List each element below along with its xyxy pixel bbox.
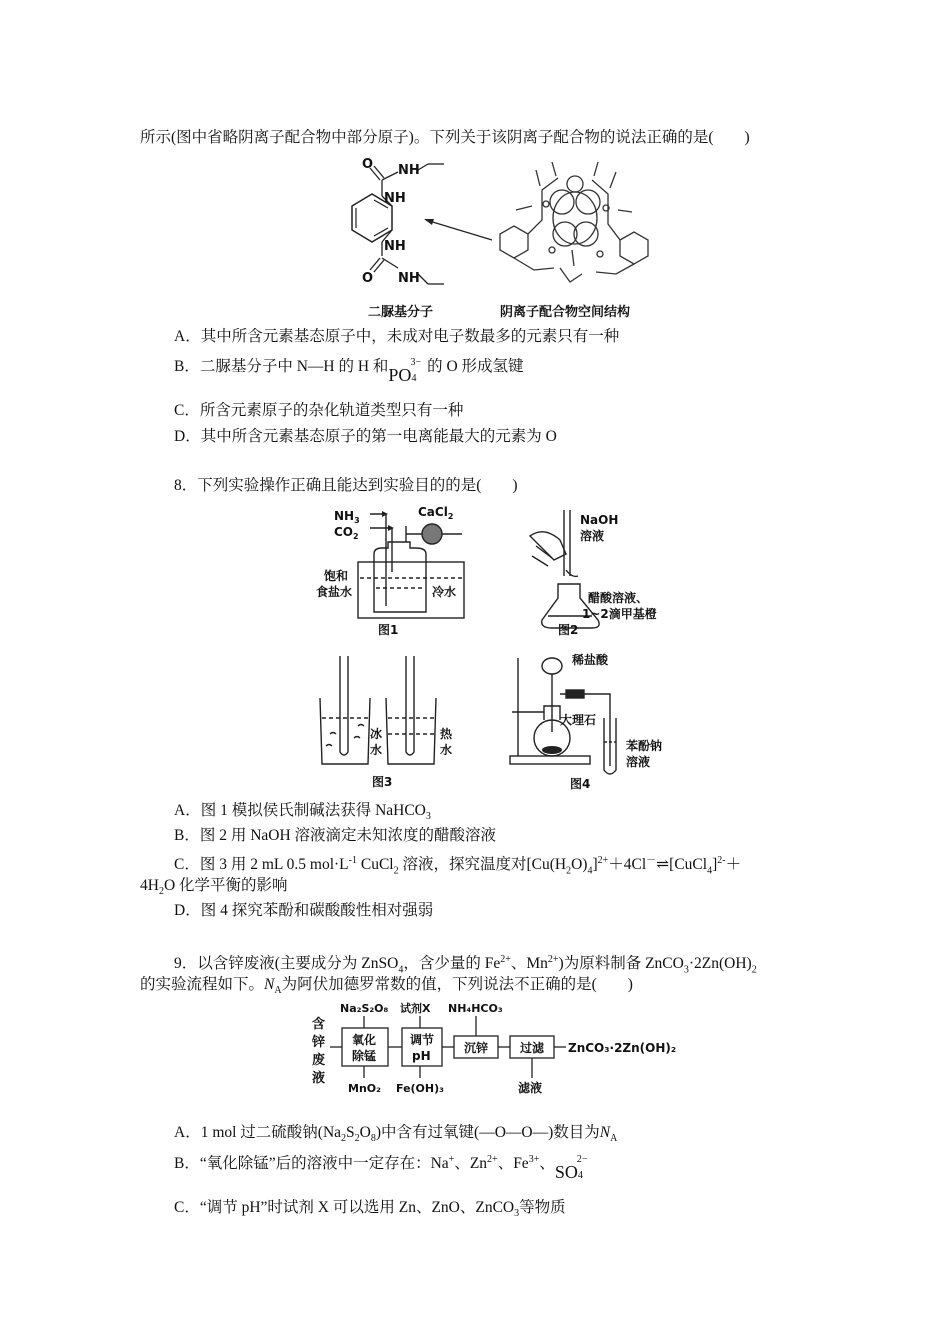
q8-figures [316,505,680,796]
q9-stem-line1: 9．以含锌废液(主要成分为 ZnSO$_4$，含少量的 $Fe^{2+}$、$Mn^{2+}$)为原料制备 $ZnCO_3\cdot 2Zn(OH)_2$ [174,954,757,976]
atom-nh-bot2: NH [398,271,420,286]
flow-out-3: 滤液 [518,1081,543,1095]
flow-box2-line1: 调节 [410,1033,435,1047]
fig1-cold: 冷水 [432,585,457,599]
fig2-naoh1: NaOH [580,513,619,527]
q9-option-a: A．1 mol 过二硫酸钠$(Na_2S_2O_8)$中含有过氧键(—O—O—)数目为$N_A$ [174,1124,618,1145]
q7-intro: 所示(图中省略阴离子配合物中部分原子)。下列关于该阴离子配合物的说法正确的是( ) [140,129,750,146]
flow-box1-line2: 除锰 [352,1049,377,1063]
fig1-nh3: $NH_3$ [334,509,360,525]
q8-option-c-line2: $4H_2O$ 化学平衡的影响 [140,877,288,898]
fig1-apparatus [358,514,464,618]
q8-option-c: C．图 3 用 2 mL 0.5 $mol\cdot L^{-1}$ CuCl$_2$ 溶液，探究温度对$[Cu(H_2O)_4]^{2+}+4Cl^-\rightleftharpoons[CuCl_4]^{2-}+$ [174,855,742,877]
q7-option-b: B．二脲基分子中 N—H 的 H 和$PO_4^{3-}$ 的 O 形成氢键 [174,357,524,386]
q9-flowchart [308,998,688,1104]
q8-option-b: B．图 2 用 NaOH 溶液滴定未知浓度的醋酸溶液 [174,827,497,844]
q7-option-a: A．其中所含元素基态原子中，未成对电子数最多的元素只有一种 [174,328,620,345]
fig4-caption: 图4 [570,777,591,791]
flow-box1-line1: 氧化 [352,1033,377,1047]
fig3-hot1: 热 [440,727,453,741]
flow-reagent-2: 试剂X [400,1002,431,1015]
q9-stem-line2: 的实验流程如下。$N_A$为阿伏加德罗常数的值，下列说法不正确的是( ) [140,976,633,997]
atom-o-top: O [362,157,374,172]
flow-reagent-3: NH₄HCO₃ [448,1002,503,1015]
flow-box3: 沉锌 [464,1041,489,1055]
fig1-brine2: 食盐水 [316,585,353,599]
atom-nh-top1: NH [398,163,420,178]
q8-option-d: D．图 4 探究苯酚和碳酸酸性相对强弱 [174,902,434,919]
fig1-brine1: 饱和 [324,569,349,583]
flow-box4: 过滤 [520,1041,545,1055]
fig1-cacl2: CaCl$_2$ [418,505,454,521]
fig3-ice2: 水 [370,743,383,757]
fig2-acid2: 1~2滴甲基橙 [582,607,657,621]
q8-stem: 8．下列实验操作正确且能达到实验目的的是( ) [174,477,518,494]
fig4-hcl: 稀盐酸 [572,653,609,667]
q7-figure [320,150,700,322]
label-complex: 阴离子配合物空间结构 [500,305,631,320]
flow-source-3: 废 [312,1053,326,1068]
fig2-naoh2: 溶液 [580,529,605,543]
flow-source-2: 锌 [312,1035,326,1050]
atom-nh-bot1: NH [384,239,406,254]
label-diurea: 二脲基分子 [368,305,434,320]
atom-nh-top2: NH [384,191,406,206]
fig3-caption: 图3 [372,775,393,789]
flow-out-1: MnO₂ [348,1082,381,1095]
flow-product: ZnCO₃·2Zn(OH)₂ [568,1041,677,1055]
fig4-phenol2: 溶液 [626,755,651,769]
flow-out-2: Fe(OH)₃ [396,1082,444,1095]
fig4-phenol1: 苯酚钠 [626,739,663,753]
q7-option-c: C．所含元素原子的杂化轨道类型只有一种 [174,402,464,419]
fig1-co2: $CO_2$ [334,525,359,541]
fig3-ice1: 冰 [370,727,383,741]
fig2-caption: 图2 [558,623,579,637]
q7-option-d: D．其中所含元素基态原子的第一电离能最大的元素为 O [174,428,557,445]
q8-option-a: A．图 1 模拟侯氏制碱法获得 NaHCO$_3$ [174,802,431,823]
fig2-acid1: 醋酸溶液、 [588,591,649,605]
fig4-marble: 大理石 [560,713,597,727]
flow-source-1: 含 [312,1017,326,1032]
q9-option-b: B．“氧化除锰”后的溶液中一定存在：Na+、$Zn^{2+}$、$Fe^{3+}$、$SO_4^{2-}$ [174,1154,588,1183]
arrow-line [426,220,492,240]
q9-option-c: C．“调节 pH”时试剂 X 可以选用 Zn、ZnO、ZnCO$_3$等物质 [174,1199,566,1220]
fig3-hot2: 水 [440,743,453,757]
flow-box2-line2: pH [412,1049,431,1063]
fig1-caption: 图1 [378,623,399,637]
complex-structure [500,162,648,282]
atom-o-bot: O [362,271,374,286]
flow-reagent-1: Na₂S₂O₈ [340,1002,389,1015]
flow-source-4: 液 [312,1071,326,1086]
